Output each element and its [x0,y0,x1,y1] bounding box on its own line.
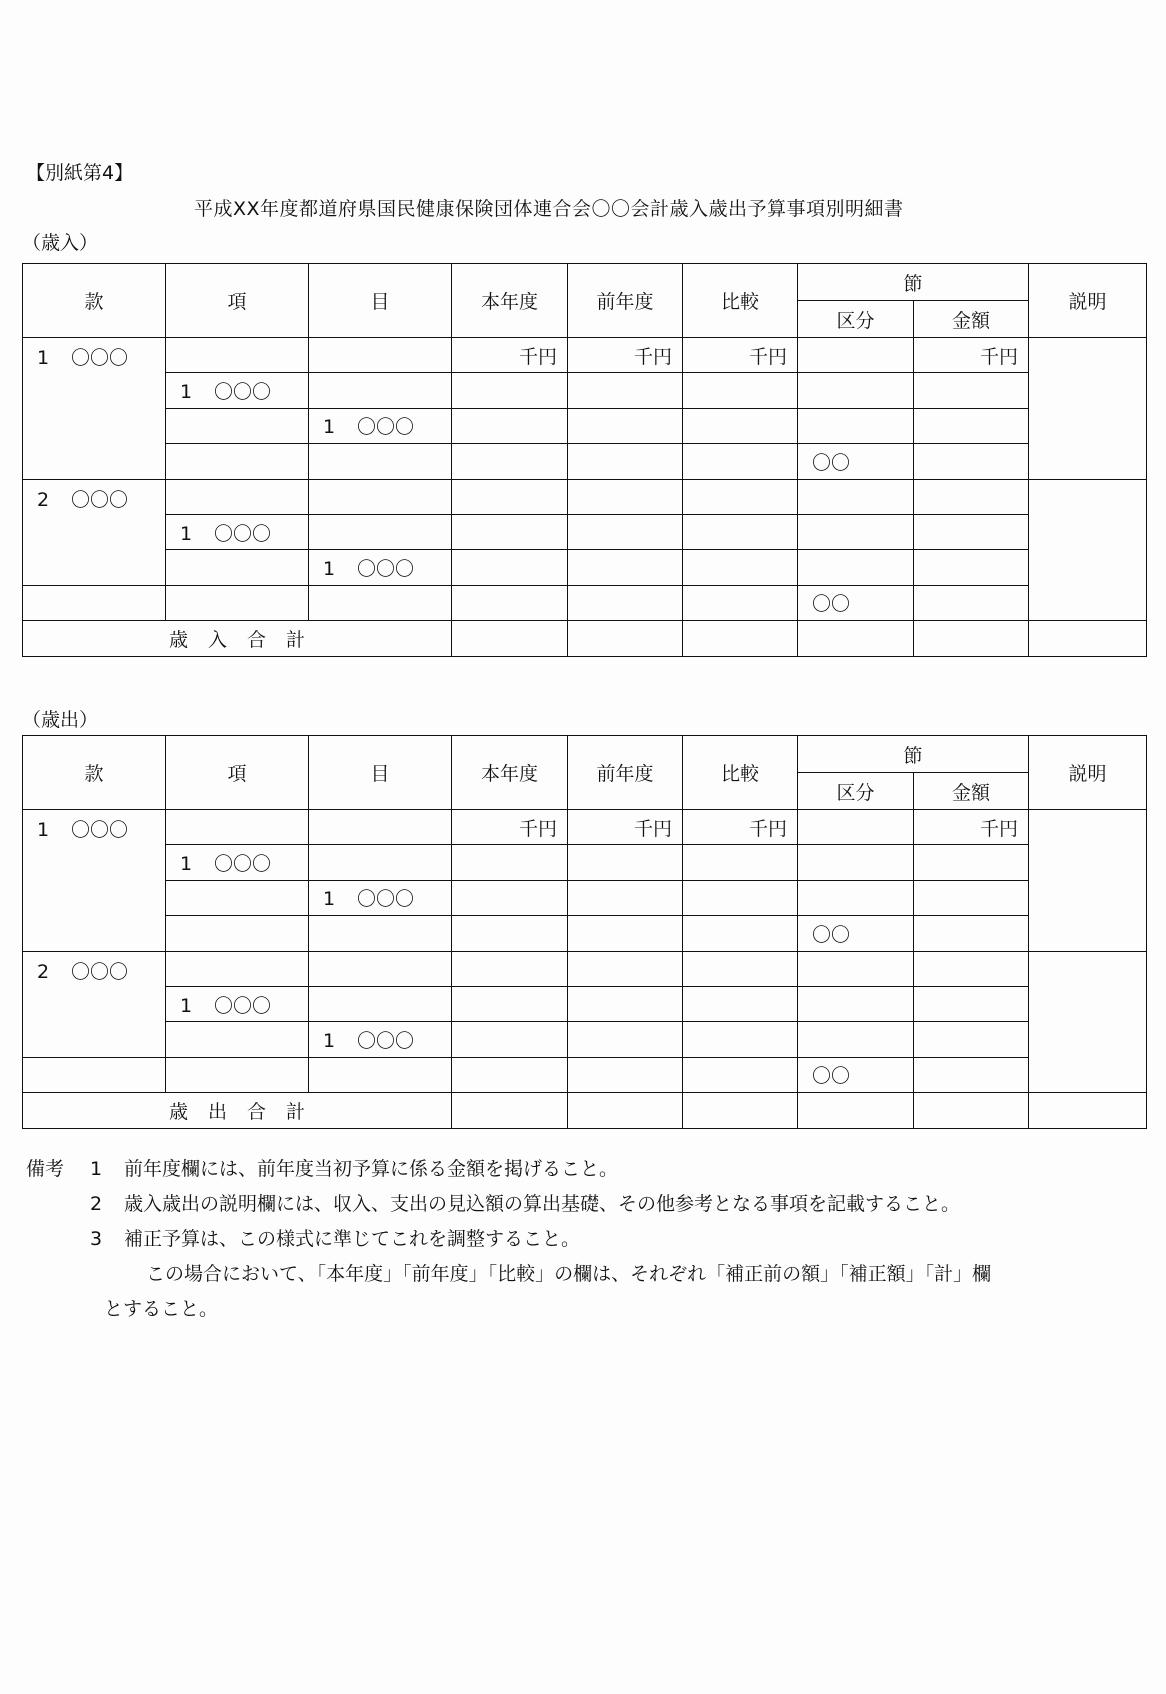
kan-cell: 1 〇〇〇 [23,810,166,952]
moku-cell [309,338,452,373]
header-moku: 目 [309,264,452,338]
kan-cell: 1 〇〇〇 [23,338,166,480]
setsu-category-cell: 〇〇 [798,916,914,951]
explanation-cell [1029,951,1147,1093]
table-row [23,810,1147,845]
total-row [23,1093,1147,1128]
remark-text: 補正予算は、この様式に準じてこれを調整すること。 [124,1228,581,1250]
remark-text: 歳入歳出の説明欄には、収入、支出の見込額の算出基礎、その他参考となる事項を記載すること。 [124,1193,961,1215]
remark-text: 前年度欄には、前年度当初予算に係る金額を掲げること。 [124,1158,619,1180]
setsu-amount-unit: 千円 [914,810,1029,845]
remark-number: 3 [90,1228,103,1250]
remark-continuation: とすること。 [104,1298,219,1320]
header-kan: 款 [23,736,166,810]
table-row [23,1022,1147,1057]
header-previous-year: 前年度 [568,736,683,810]
kou-cell: 1 〇〇〇 [166,845,309,880]
table-row [23,514,1147,549]
table-row [23,444,1147,479]
header-setsu-category: 区分 [798,773,914,810]
setsu-category-cell [798,810,914,845]
header-comparison: 比較 [683,264,798,338]
header-setsu: 節 [798,736,1029,773]
kou-cell [166,338,309,373]
setsu-category-cell: 〇〇 [798,444,914,479]
remark-number: 1 [90,1158,103,1180]
current-year-unit: 千円 [452,338,568,373]
table-row [23,1057,1147,1092]
kan-cell: 2 〇〇〇 [23,951,166,1057]
kou-cell: 1 〇〇〇 [166,986,309,1021]
attachment-label: 【別紙第4】 [26,162,134,184]
previous-year-unit: 千円 [568,338,683,373]
moku-cell: 1 〇〇〇 [309,880,452,915]
remarks-section [26,1152,1156,1327]
expenditure-table [22,735,1147,1129]
table-row [23,880,1147,915]
table-row [23,951,1147,986]
table-row [23,373,1147,408]
expenditure-section-label: （歳出） [22,709,99,731]
header-current-year: 本年度 [452,736,568,810]
total-row [23,621,1147,656]
moku-cell: 1 〇〇〇 [309,408,452,443]
header-setsu: 節 [798,264,1029,301]
header-explanation: 説明 [1029,264,1147,338]
remarks-heading: 備考 [26,1158,65,1180]
setsu-amount-unit: 千円 [914,338,1029,373]
previous-year-unit: 千円 [568,810,683,845]
table-row [23,550,1147,585]
kou-cell: 1 〇〇〇 [166,514,309,549]
current-year-unit: 千円 [452,810,568,845]
header-previous-year: 前年度 [568,264,683,338]
moku-cell: 1 〇〇〇 [309,1022,452,1057]
header-kan: 款 [23,264,166,338]
table-row [23,338,1147,373]
comparison-unit: 千円 [683,338,798,373]
table-row [23,585,1147,620]
header-setsu-category: 区分 [798,301,914,338]
header-setsu-amount: 金額 [914,773,1029,810]
remark-number: 2 [90,1193,103,1215]
setsu-category-cell: 〇〇 [798,585,914,620]
kou-cell [166,810,309,845]
explanation-cell [1029,479,1147,621]
moku-cell [309,810,452,845]
remark-continuation: この場合において、「本年度」「前年度」「比較」の欄は、それぞれ「補正前の額」「補正額」「計」欄 [146,1263,992,1285]
table-row [23,479,1147,514]
explanation-cell [1029,810,1147,952]
expenditure-total-label: 歳 出 合 計 [23,1093,452,1128]
table-row [23,986,1147,1021]
revenue-table [22,263,1147,657]
header-comparison: 比較 [683,736,798,810]
document-title: 平成XX年度都道府県国民健康保険団体連合会〇〇会計歳入歳出予算事項別明細書 [194,198,904,220]
header-current-year: 本年度 [452,264,568,338]
revenue-section-label: （歳入） [22,232,99,254]
header-moku: 目 [309,736,452,810]
explanation-cell [1029,338,1147,480]
kan-cell: 2 〇〇〇 [23,479,166,585]
setsu-category-cell [798,338,914,373]
setsu-category-cell: 〇〇 [798,1057,914,1092]
header-explanation: 説明 [1029,736,1147,810]
revenue-total-label: 歳 入 合 計 [23,621,452,656]
comparison-unit: 千円 [683,810,798,845]
header-kou: 項 [166,736,309,810]
table-row [23,845,1147,880]
moku-cell: 1 〇〇〇 [309,550,452,585]
table-row [23,916,1147,951]
table-row [23,408,1147,443]
header-kou: 項 [166,264,309,338]
header-setsu-amount: 金額 [914,301,1029,338]
kou-cell: 1 〇〇〇 [166,373,309,408]
